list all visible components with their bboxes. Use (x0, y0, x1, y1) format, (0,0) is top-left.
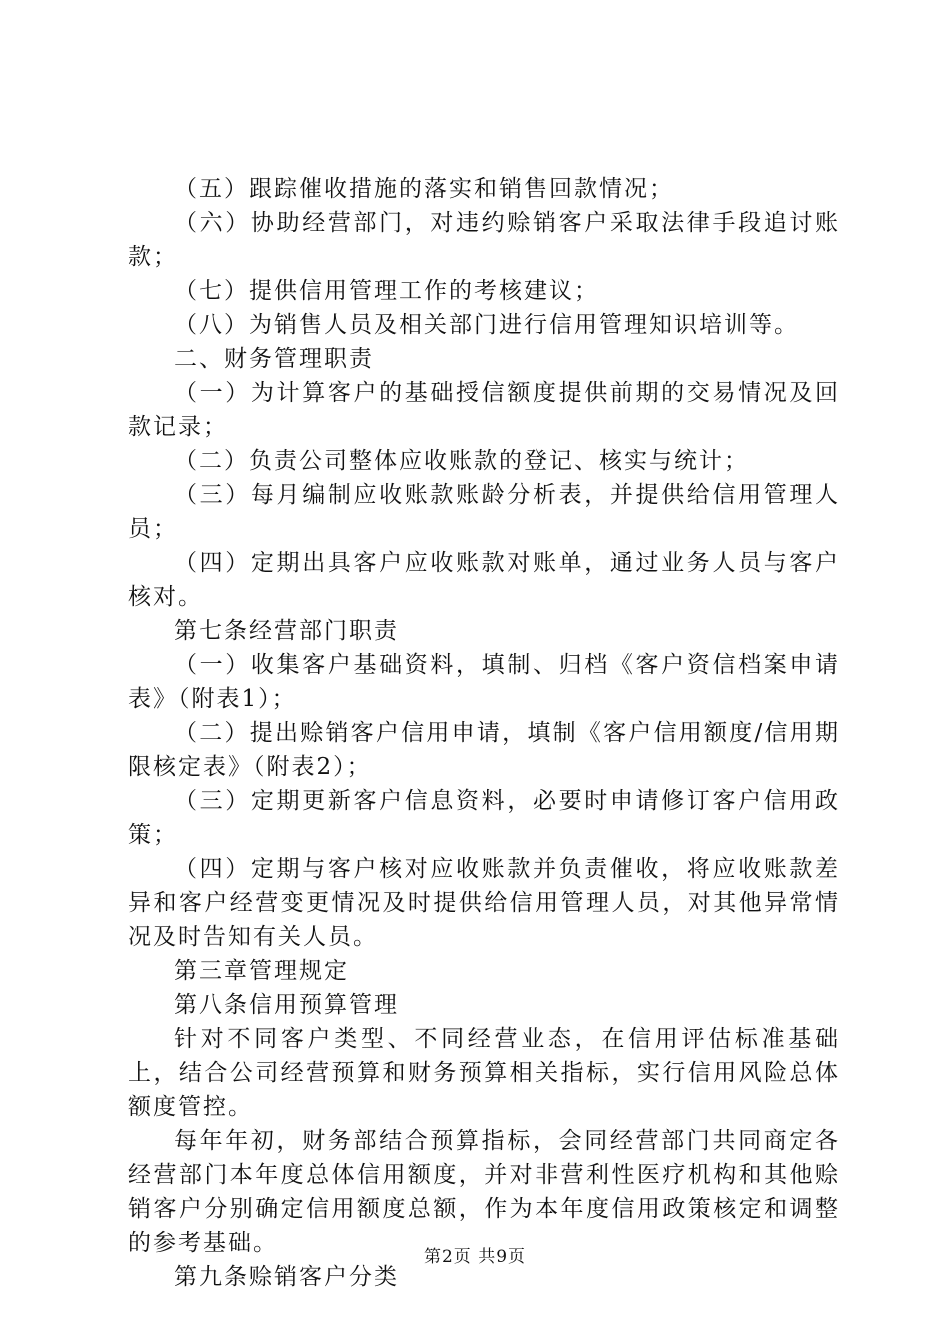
paragraph-2: （六）协助经营部门，对违约赊销客户采取法律手段追讨账款； (128, 210, 840, 270)
page-number-label: 第2页 共9页 (423, 1247, 527, 1267)
article-heading-9: 第九条赊销客户分类 (174, 1264, 399, 1290)
paragraph-13: （三）定期更新客户信息资料，必要时申请修订客户信用政策； (128, 788, 840, 848)
paragraph-3: （七）提供信用管理工作的考核建议； (174, 278, 599, 304)
paragraph-6: （一）为计算客户的基础授信额度提供前期的交易情况及回款记录； (128, 380, 840, 440)
paragraph-1: （五）跟踪催收措施的落实和销售回款情况； (174, 176, 674, 202)
paragraph-18: 每年年初，财务部结合预算指标，会同经营部门共同商定各经营部门本年度总体信用额度，并对非营利性医疗机构和其他赊销客户分别确定信用额度总额，作为本年度信用政策核定和调整的参考基础。 (128, 1128, 840, 1256)
paragraph-14: （四）定期与客户核对应收账款并负责催收，将应收账款差异和客户经营变更情况及时提供给信用管理人员，对其他异常情况及时告知有关人员。 (128, 856, 840, 950)
section-heading-finance-duties: 二、财务管理职责 (174, 346, 374, 372)
chapter-heading-3: 第三章管理规定 (174, 958, 349, 984)
document-body (128, 172, 840, 1294)
paragraph-4: （八）为销售人员及相关部门进行信用管理知识培训等。 (174, 312, 799, 338)
article-heading-7: 第七条经营部门职责 (174, 618, 399, 644)
paragraph-9: （四）定期出具客户应收账款对账单，通过业务人员与客户核对。 (128, 550, 840, 610)
paragraph-7: （二）负责公司整体应收账款的登记、核实与统计； (174, 448, 749, 474)
paragraph-11: （一）收集客户基础资料，填制、归档《客户资信档案申请表》（附表1）； (128, 652, 840, 712)
article-heading-8: 第八条信用预算管理 (174, 992, 399, 1018)
paragraph-12: （二）提出赊销客户信用申请，填制《客户信用额度/信用期限核定表》（附表2）； (128, 720, 840, 780)
page-footer (0, 1242, 950, 1267)
paragraph-8: （三）每月编制应收账款账龄分析表，并提供给信用管理人员； (128, 482, 840, 542)
paragraph-17: 针对不同客户类型、不同经营业态，在信用评估标准基础上，结合公司经营预算和财务预算相关指标，实行信用风险总体额度管控。 (128, 1026, 840, 1120)
